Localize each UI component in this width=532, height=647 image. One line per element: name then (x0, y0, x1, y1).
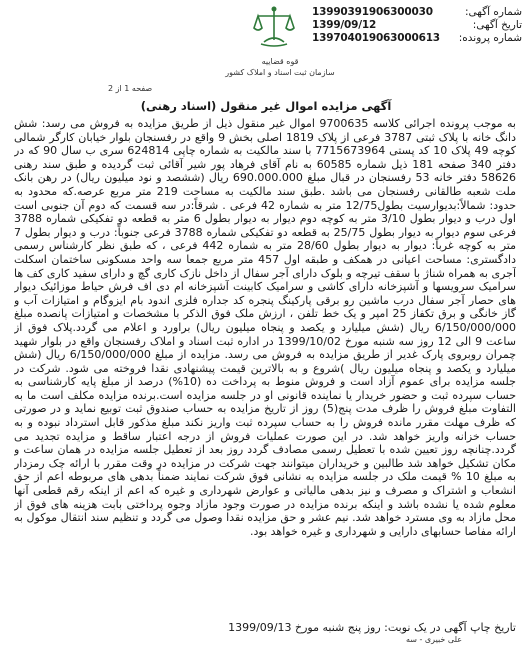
organization-line-1: قوه قضاییه (261, 57, 299, 66)
file-number-label: شماره پرونده: (458, 32, 522, 44)
file-number: 139704019063000613 (312, 32, 440, 44)
notice-number-row (312, 6, 522, 19)
notice-title: آگهی مزایده اموال غیر منقول (اسناد رهنی) (140, 99, 392, 113)
notice-date-label: تاریخ آگهی: (472, 19, 522, 31)
notice-body: به موجب پرونده اجرائی کلاسه 9700635 اموال غیر منقول ذیل از طریق مزایده به فروش می رسد: شش دانگ خانه با پلاک ثبتی 3787 فرعی از پلاک 1819 اصلی بخش 9 واقع در رفسنجان بلوار خیابان کارگر شمالی کوچه 49 پلاک 10 کد پستی 7715673964 با سند مالکیت به شماره چاپی 624814 سری ب سال 90 که در دفتر 340 صفحه 181 ذیل شماره 60585 به نام آقای فرهاد پور شیر آقائی ثبت گردیده و طبق سند رهنی 58626 دفتر خانه 53 رفسنجان در قبال مبلغ 690.000.000 ریال (ششصد و نود میلیون ریال) در رهن بانک ملت شعبه طالقانی رفسنجان می باشد .طبق سند مالکیت به مساحت 219 متر مربع عرصه.که محدود به حدود: شمالاً:بدیوارسیت بطول12/75 متر به شماره 42 فرعی . شرقاً:در سه قسمت که دوم آن جنوبی است اول درب و دیوار بطول 3/10 متر به کوچه دوم دیوار به دیوار بطول 6 متر به قطعه دو تفکیکی شماره 3788 فرعی سوم دیوار به دیوار بطول 25/75 به قطعه دو تفکیکی شماره 3788 فرعی جنوباً: درب و دیوار بطول 7 متر به کوچه غرباً: دیوار به دیوار بطول 28/60 متر به شماره 442 فرعی ، که طبق نظر کارشناس رسمی دادگستری: مساحت اعیانی در همکف و طبقه اول 457 متر مربع جمعا سه واحد مسکونی ساختمان اسکلت آجری به همراه شناژ با سقف تیرچه و بلوک دارای آجر سفال از داخل نازک کاری گچ و دارای سفید کاری کف ها سرامیک سرویسها و آشپزخانه دارای کاشی و سرامیک کابینت آشپزخانه ام دی اف فرش حیاط موزائیک دیوار های حصار آجر سفال درب ماشین رو برقی پارکینگ پنجره کد جداره فلزی اندود بام ایزوگام و امتیازات آب و گاز خانگی و برق تکفاز 25 امپر و یک خط تلفن ، ارزش ملک فوق الذکر با مشخصات و امتیازات پانصده مبلغ 6/150/000/000 ریال (شش میلیارد و یکصد و پنجاه میلیون ریال) براورد و اعلام می گردد.پلاک فوق از ساعت 9 الی 12 روز سه شنبه مورخ 1399/10/02 در اداره ثبت اسناد و املاک رفسنجان واقع در بلوار شهید چمران روبروی پارک غدیر از طریق مزایده به فروش می رسد. مزایده از مبلغ 6/150/000/000 ریال (شش میلیارد و یکصد و پنجاه میلیون ریال )شروع و به بالاترین قیمت پیشنهادی نقدا فروخته می شود. شرکت در جلسه مزایده برای عموم آزاد است و فروش منوط به پرداخت ده (10%) درصد از مبلغ پایه کارشناسی به حساب سپرده ثبت و حضور خریدار یا نماینده قانونی او در جلسه مزایده است.برنده مزایده مکلف است ما به التفاوت مبلغ فروش را ظرف مدت پنج(5) روز از تاریخ مزایده به حساب صندوق ثبت توبیع نماید و در صورتی که ظرف مهلت مقرر مانده فروش را به حساب سپرده ثبت واریز نکند مبلغ مذکور قابل استرداد نبوده و به حساب خزانه واریز خواهد شد. در این صورت عملیات فروش از درجه اعتبار ساقط و مزایده تجدید می گردد.چنانچه روز تعیین شده با تعطیل رسمی مصادف گردد روز بعد از تعطیل جلسه مزایده در همان ساعت و مکان تشکیل خواهد شد طالبین و خریداران میتوانند جهت شرکت در مزایده در وقت مقرر با ارائه چک رمزدار به مبلغ 10 % قیمت ملک در جلسه مزایده به نشانی فوق شرکت نمایند ضمناً بدهی های مربوطه اعم از حق انشعاب و اشتراک و مصرف و نیز بدهی مالیاتی و عوارض شهرداری و غیره که اعم از اینکه رقم قطعی آنها معلوم شده یا نشده باشد و اینکه برنده مزایده در صورت وجود مازاد وجوه پرداختی بابت هزینه های فوق از محل مازاد به وی مسترد خواهد شد. نیم عشر و حق مزایده نقدا وصول می گردد و تنظیم سند انتقال موکول به ارائه مفاصا حسابهای دارایی و شهرداری و غیره خواهد بود. (14, 117, 516, 538)
organization-name (210, 56, 350, 78)
notice-date-row (312, 19, 522, 32)
notice-meta (312, 6, 522, 45)
organization-line-2: سازمان ثبت اسناد و املاک کشور (225, 68, 335, 77)
signature-line: علی خبیری - سه (405, 635, 462, 644)
judiciary-scale-emblem-icon (252, 4, 296, 50)
notice-date: 1399/09/12 (312, 19, 377, 31)
file-number-row (312, 32, 522, 45)
notice-number-label: شماره آگهی: (464, 6, 522, 18)
page-indicator: صفحه 1 از 2 (108, 84, 153, 93)
notice-number: 13990391906300030 (312, 6, 433, 18)
publish-date-line: تاریخ چاپ آگهی در یک نوبت: روز پنج شنبه مورخ 1399/09/13 (228, 621, 516, 634)
